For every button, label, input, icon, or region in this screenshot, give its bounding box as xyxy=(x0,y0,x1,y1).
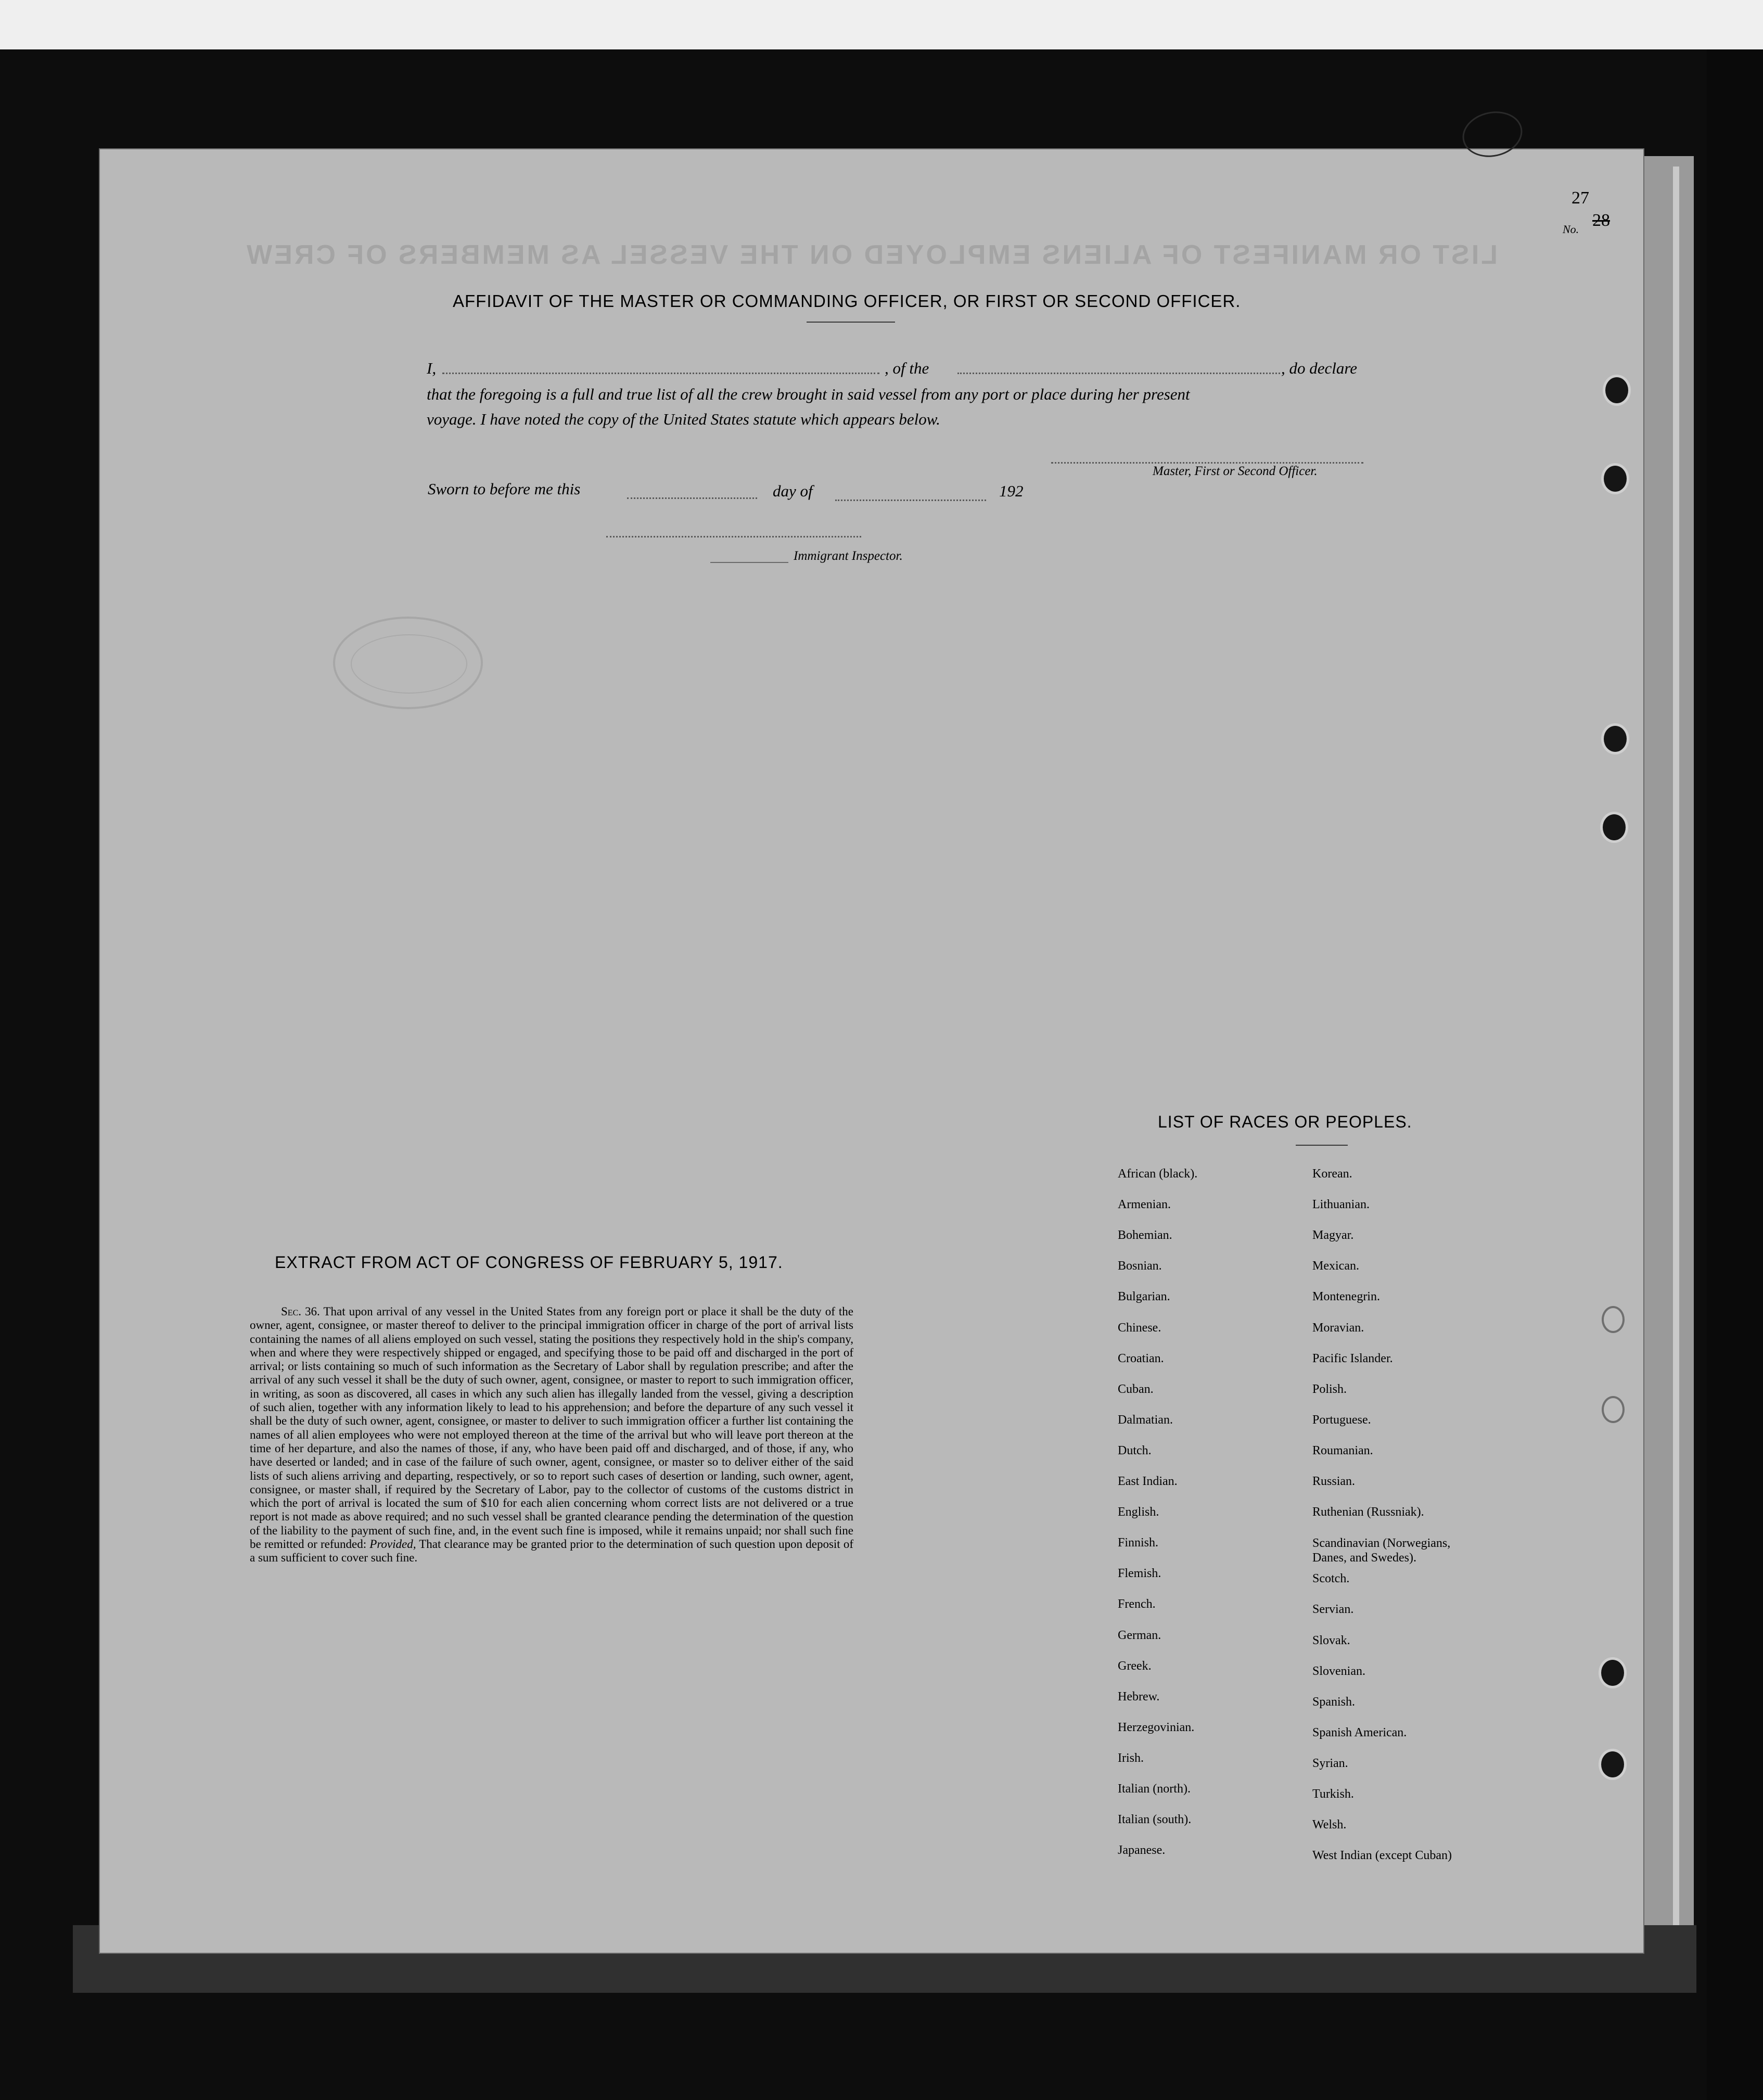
extract-body xyxy=(250,1305,853,1565)
race-item: Polish. xyxy=(1312,1382,1347,1396)
race-item: French. xyxy=(1118,1597,1156,1611)
race-item: East Indian. xyxy=(1118,1475,1178,1488)
sworn-year-label: 192 xyxy=(999,482,1024,500)
race-item: Cuban. xyxy=(1118,1382,1154,1396)
race-item: Russian. xyxy=(1312,1475,1356,1488)
binder-hole xyxy=(1604,726,1627,752)
race-item: Slovak. xyxy=(1312,1634,1350,1647)
page-number-current: 27 xyxy=(1572,188,1589,208)
binder-hole-empty xyxy=(1602,1306,1625,1333)
race-item: English. xyxy=(1118,1505,1159,1519)
race-item: Dalmatian. xyxy=(1118,1413,1173,1427)
race-item: Roumanian. xyxy=(1312,1444,1373,1457)
race-item: Pacific Islander. xyxy=(1312,1352,1393,1365)
race-item: Scandinavian (Norwegians, Danes, and Swedes). xyxy=(1312,1536,1451,1565)
bleed-through-header: LIST OR MANIFEST OF ALIENS EMPLOYED ON THE VESSEL AS MEMBERS OF CREW xyxy=(245,240,1498,270)
sworn-day-of-label: day of xyxy=(773,482,813,500)
declarant-name-line xyxy=(442,373,879,374)
race-item: Hebrew. xyxy=(1118,1690,1160,1704)
race-item: Spanish American. xyxy=(1312,1726,1407,1739)
race-item: Korean. xyxy=(1312,1167,1352,1181)
race-item: Servian. xyxy=(1312,1603,1354,1616)
race-item: Bosnian. xyxy=(1118,1259,1162,1273)
race-item: German. xyxy=(1118,1629,1161,1642)
races-title-rule xyxy=(1296,1145,1348,1146)
extract-body-end: That clearance may be granted prior to the determination of such question upon deposit of a sum sufficient to cover such fine. xyxy=(250,1538,853,1565)
race-item: Bohemian. xyxy=(1118,1228,1172,1242)
affidavit-title: AFFIDAVIT OF THE MASTER OR COMMANDING OFFICER, OR FIRST OR SECOND OFFICER. xyxy=(453,291,1241,311)
sworn-month-line xyxy=(835,500,986,501)
race-item: Greek. xyxy=(1118,1659,1152,1673)
race-item: Syrian. xyxy=(1312,1757,1348,1770)
sworn-day-line xyxy=(627,497,757,499)
sworn-label: Sworn to before me this xyxy=(428,480,581,498)
race-item: Moravian. xyxy=(1312,1321,1364,1335)
race-item: Flemish. xyxy=(1118,1567,1161,1580)
under-sheet-edge xyxy=(1673,167,1679,1936)
race-item: Turkish. xyxy=(1312,1787,1354,1801)
binder-hole-empty xyxy=(1602,1396,1625,1423)
race-item: Spanish. xyxy=(1312,1695,1356,1709)
faded-office-stamp xyxy=(333,617,483,709)
scan-right-margin xyxy=(1707,49,1763,2100)
page-number-struck: 28 xyxy=(1592,211,1610,230)
affidavit-line-2: that the foregoing is a full and true list of all the crew brought in said vessel from any port or place during her present xyxy=(427,385,1190,403)
race-item: Chinese. xyxy=(1118,1321,1161,1335)
race-item: African (black). xyxy=(1118,1167,1198,1181)
race-item: Ruthenian (Russniak). xyxy=(1312,1505,1424,1519)
binder-hole xyxy=(1601,1751,1624,1777)
race-item: West Indian (except Cuban) xyxy=(1312,1849,1452,1862)
race-item: Slovenian. xyxy=(1312,1664,1365,1678)
under-sheet-right xyxy=(1644,156,1694,1941)
race-item: Irish. xyxy=(1118,1751,1144,1765)
race-item: Herzegovinian. xyxy=(1118,1721,1195,1734)
affidavit-line-3: voyage. I have noted the copy of the United States statute which appears below. xyxy=(427,410,940,428)
officer-signature-caption: Master, First or Second Officer. xyxy=(1153,464,1318,478)
race-item: Scotch. xyxy=(1312,1572,1350,1585)
binder-hole xyxy=(1601,1660,1624,1686)
binder-hole xyxy=(1603,814,1626,840)
race-item: Lithuanian. xyxy=(1312,1198,1370,1211)
race-item: Magyar. xyxy=(1312,1228,1354,1242)
affidavit-do-declare-label: , do declare xyxy=(1281,359,1358,377)
vessel-name-line xyxy=(957,373,1280,374)
race-item: Japanese. xyxy=(1118,1843,1166,1857)
race-item: Italian (north). xyxy=(1118,1782,1191,1796)
extract-body-text: That upon arrival of any vessel in the United States from any foreign port or place it shall be the duty of the owner, agent, consignee, or master thereof to deliver to the principal immigration officer in charge of the port of arrival lists containing the names of all aliens employed on such vessel, stating the positions they respectively hold in the ship's company, when and where they were respectively shipped or engaged, and specifying those to be paid off and discharged in the port of arrival; or lists containing so much of such information as the Secretary of Labor shall by regulation prescribe; and after the arrival of any such vessel it shall be the duty of such owner, agent, consignee, or master to report to such immigration officer, in writing, as soon as discovered, all cases in which any such alien has illegally landed from the vessel, giving a description of such alien, together with any information likely to lead to his apprehension; and before the departure of any such vessel it shall be the duty of such owner, agent, consignee, or master to deliver to such immigration officer a further list containing the names of all alien employees who were not employed thereon at the time of the arrival but who will leave port thereon at the time of her departure, and also the names of those, if any, who have been paid off and discharged, and of those, if any, who have deserted or landed; and in case of the failure of such owner, agent, consignee, or master so to deliver either of the said lists of such aliens arriving and departing, respectively, or so to report such cases of desertion or landing, such owner, agent, consignee, or master shall, if required by the Secretary of Labor, pay to the collector of customs of the customs district in which the port of arrival is located the sum of $10 for each alien concerning whom correct lists are not delivered or a true report is not made as above required; and no such vessel shall be granted clearance pending the determination of the question of the liability to the payment of such fine, and, in the event such fine is imposed, while it remains unpaid; nor shall such fine be remitted or refunded: xyxy=(250,1305,853,1551)
binder-hole xyxy=(1604,466,1627,492)
race-item: Italian (south). xyxy=(1118,1813,1192,1826)
affidavit-of-the-label: , of the xyxy=(885,359,929,377)
race-item: Montenegrin. xyxy=(1312,1290,1380,1303)
extract-sec-label: Sec. 36. xyxy=(281,1305,320,1318)
race-item: Welsh. xyxy=(1312,1818,1347,1832)
binder-hole xyxy=(1605,377,1628,403)
races-title: LIST OF RACES OR PEOPLES. xyxy=(1158,1112,1412,1131)
race-item: Bulgarian. xyxy=(1118,1290,1170,1303)
extract-provided-label: Provided, xyxy=(369,1538,416,1551)
race-item: Mexican. xyxy=(1312,1259,1359,1273)
race-item: Croatian. xyxy=(1118,1352,1164,1365)
inspector-underline xyxy=(710,562,788,563)
race-item: Finnish. xyxy=(1118,1536,1159,1550)
race-item: Dutch. xyxy=(1118,1444,1152,1457)
affidavit-i-label: I, xyxy=(427,359,437,377)
page-number-label: No. xyxy=(1563,223,1579,236)
affidavit-title-rule xyxy=(807,322,895,323)
officer-signature-line xyxy=(1051,462,1363,464)
inspector-signature-line xyxy=(606,536,861,537)
race-item: Armenian. xyxy=(1118,1198,1171,1211)
scan-top-margin xyxy=(0,0,1763,49)
extract-title: EXTRACT FROM ACT OF CONGRESS OF FEBRUARY 5, 1917. xyxy=(275,1253,783,1272)
inspector-caption: Immigrant Inspector. xyxy=(794,549,903,563)
race-item: Portuguese. xyxy=(1312,1413,1371,1427)
